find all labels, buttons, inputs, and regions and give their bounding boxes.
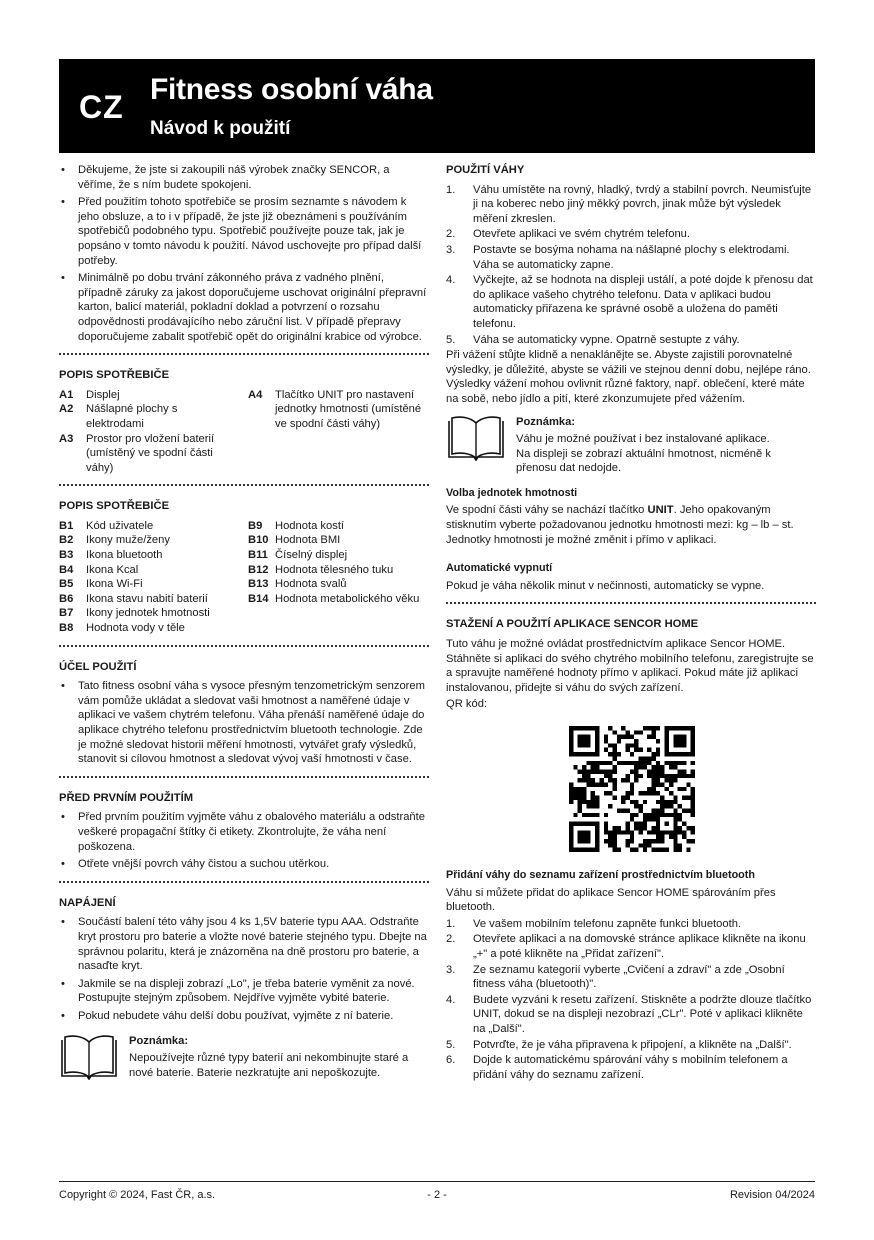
section-title-description-a: POPIS SPOTŘEBIČE: [59, 369, 170, 382]
part-item: B4 Ikona Kcal: [59, 563, 139, 576]
note-box-usage: [446, 415, 816, 476]
app-text: Tuto váhu je možné ovládat prostřednictvím aplikace Sencor HOME. Stáhněte si aplikaci do svého chytrého mobilního telefonu, zaregistrujte se a spravujte naměřené hodnoty přímo v aplikaci. Pokud máte již aplikaci instalovanou, přidejte si váhu do svých zařízení.: [446, 638, 814, 694]
dotted-separator: [446, 602, 816, 604]
part-item: B6 Ikona stavu nabití baterií: [59, 592, 208, 605]
right-column: [446, 163, 816, 1083]
part-item: B12 Hodnota tělesného tuku: [248, 563, 394, 576]
intro-item: • Před použitím tohoto spotřebiče se prosím seznamte s návodem k jeho obsluze, a to i v případě, že jste již obeznámeni s používáním spotřebičů podobného typu. Spotřebič používejte pouze tak, jak je popsáno v tomto návodu k použití. Návod uschovejte pro případ další potřeby.: [59, 195, 429, 268]
dotted-separator: [59, 353, 429, 355]
usage-step: 5. Váha se automaticky vypne. Opatrně sestupte z váhy.: [446, 333, 740, 346]
left-column: [59, 163, 429, 1088]
language-code: CZ: [79, 89, 124, 125]
bluetooth-step: 3. Ze seznamu kategorií vyberte „Cvičení a zdraví" a zde „Osobní fitness váha (bluetooth)".: [446, 963, 785, 991]
part-item: B13 Hodnota svalů: [248, 578, 347, 591]
usage-step: 2. Otevřete aplikaci ve svém chytrém telefonu.: [446, 228, 691, 241]
open-book-icon: [59, 1034, 119, 1080]
power-list: [59, 915, 429, 1023]
page-subtitle: Návod k použití: [150, 118, 291, 139]
part-item: A4 Tlačítko UNIT pro nastavení jednotky hmotnosti (umístěné ve spodní části váhy): [248, 388, 422, 430]
part-item: B3 Ikona bluetooth: [59, 549, 163, 562]
part-item: B1 Kód uživatele: [59, 519, 154, 532]
dotted-separator: [59, 484, 429, 486]
subsection-title-units: Volba jednotek hmotnosti: [446, 486, 578, 499]
footer-revision: Revision 04/2024: [729, 1189, 815, 1201]
bluetooth-intro: Váhu si můžete přidat do aplikace Sencor HOME spárováním přes bluetooth.: [446, 886, 776, 914]
units-text: Ve spodní části váhy se nachází tlačítko UNIT. Jeho opakovaným stisknutím vyberte požadovanou jednotku hmotnosti mezi: kg – lb – st. Jednotky hmotnosti je možné změnit i přímo v aplikaci.: [446, 504, 794, 546]
qr-label: QR kód:: [446, 698, 488, 711]
first-use-item: • Před prvním použitím vyjměte váhu z obalového materiálu a odstraňte veškeré propagační štítky či etikety. Zkontrolujte, že váha není poškozena.: [59, 810, 429, 854]
usage-step: 4. Vyčkejte, až se hodnota na displeji ustálí, a poté dojde k přenosu dat do aplikace vašeho chytrého telefonu. Data v aplikaci budou automaticky přiřazena ke správné osobě a uložena do paměti telefonu.: [446, 274, 813, 330]
power-item: • Pokud nebudete váhu delší dobu používat, vyjměte z ní baterie.: [59, 1009, 429, 1024]
page-title: Fitness osobní váha: [150, 73, 433, 106]
qr-code-graphic: [569, 726, 695, 852]
dotted-separator: [59, 776, 429, 778]
intro-item: • Děkujeme, že jste si zakoupili náš výrobek značky SENCOR, a věříme, že s ním budete spokojeni.: [59, 163, 429, 192]
bluetooth-step: 1. Ve vašem mobilním telefonu zapněte funkci bluetooth.: [446, 917, 742, 930]
bluetooth-step: 4. Budete vyzváni k resetu zařízení. Stiskněte a podržte dlouze tlačítko UNIT, dokud se na displeji nezobrazí „CLr". Poté v aplikaci klikněte na „Další".: [446, 993, 812, 1035]
parts-list-a: [59, 388, 429, 476]
dotted-separator: [59, 645, 429, 647]
section-title-app: STAŽENÍ A POUŽITÍ APLIKACE SENCOR HOME: [446, 618, 699, 631]
bluetooth-step: 6. Dojde k automatickému spárování váhy s mobilním telefonem a přidání váhy do seznamu zařízení.: [446, 1054, 788, 1081]
note-title: Poznámka:: [516, 415, 576, 428]
section-title-description-b: POPIS SPOTŘEBIČE: [59, 500, 170, 513]
intro-item: • Minimálně po dobu trvání zákonného práva z vadného plnění, případně záruky za jakost doporučujeme uschovat originální přepravní karton, balicí materiál, pokladní doklad a potvrzení o rozsahu odpovědnosti prodávajícího nebo záruční list. V případě přepravy doporučujeme zabalit spotřebič opět do originální krabice od výrobce.: [59, 271, 429, 344]
subsection-title-bluetooth: Přidání váhy do seznamu zařízení prostřednictvím bluetooth: [446, 869, 755, 881]
note-text: Váhu je možné používat i bez instalované aplikace. Na displeji se zobrazí aktuální hmotnost, nicméně k přenosu dat nedojde.: [516, 433, 771, 475]
bluetooth-step: 2. Otevřete aplikaci a na domovské stránce aplikace klikněte na ikonu „+" a poté klikněte na „Přidat zařízení".: [446, 933, 806, 960]
note-box-power: [59, 1034, 429, 1081]
bluetooth-step: 5. Potvrďte, že je váha připravena k připojení, a klikněte na „Další".: [446, 1038, 792, 1051]
purpose-list: [59, 679, 429, 767]
intro-list: [59, 163, 429, 344]
purpose-item: • Tato fitness osobní váha s vysoce přesným tenzometrickým senzorem vám pomůže ukládat a sledovat vaši hmotnost a naměřené údaje v aplikaci ve vašem chytrém telefonu. Váha přenáší naměřené údaje do aplikace chytrého telefonu prostřednictvím bluetooth technologie. Zde je možné sledovat historii měření hmotnosti, vytvářet grafy výsledků, stanovit si cílovou hmotnost a sledovat vývoj vaší hmotnosti v čase.: [59, 679, 429, 767]
parts-list-b: [59, 519, 429, 636]
footer-divider: [59, 1181, 815, 1182]
part-item: B8 Hodnota vody v těle: [59, 622, 185, 635]
open-book-icon: [446, 415, 506, 461]
dotted-separator: [59, 881, 429, 883]
page-header: [59, 59, 815, 153]
note-title: Poznámka:: [129, 1034, 189, 1047]
part-item: B5 Ikona Wi-Fi: [59, 578, 143, 591]
note-text: Nepoužívejte různé typy baterií ani nekombinujte staré a nové baterie. Baterie nezkratujte ani nepoškozujte.: [129, 1052, 409, 1079]
power-item: • Jakmile se na displeji zobrazí „Lo", je třeba baterie vyměnit za nové. Postupujte stejným způsobem. Nejdříve vyjměte vybité baterie.: [59, 977, 429, 1006]
part-item: B7 Ikony jednotek hmotnosti: [59, 607, 210, 620]
first-use-list: [59, 810, 429, 871]
first-use-item: • Otřete vnější povrch váhy čistou a suchou utěrkou.: [59, 857, 429, 872]
section-title-power: NAPÁJENÍ: [59, 896, 116, 909]
auto-off-text: Pokud je váha několik minut v nečinnosti, automaticky se vypne.: [446, 579, 765, 592]
part-item: B11 Číselný displej: [248, 549, 348, 562]
qr-code: [569, 726, 695, 852]
subsection-title-auto-off: Automatické vypnutí: [446, 562, 553, 575]
part-item: B2 Ikony muže/ženy: [59, 534, 170, 547]
section-title-purpose: ÚČEL POUŽITÍ: [59, 660, 137, 673]
bluetooth-steps: [446, 917, 816, 1083]
part-item: B10 Hodnota BMI: [248, 534, 341, 547]
part-item: A1 Displej: [59, 388, 120, 401]
usage-step: 1. Váhu umístěte na rovný, hladký, tvrdý a stabilní povrch. Neumisťujte ji na koberec nebo jiný měkký povrch, jinak může být výsledek měření zkreslen.: [446, 183, 812, 225]
section-title-usage: POUŽITÍ VÁHY: [446, 164, 525, 176]
part-item: A3 Prostor pro vložení baterií (umístěný ve spodní části váhy): [59, 432, 215, 474]
usage-step: 3. Postavte se bosýma nohama na nášlapné plochy s elektrodami. Váha se automaticky zapne.: [446, 243, 790, 271]
usage-after-text: Při vážení stůjte klidně a nenaklánějte se. Abyste zajistili porovnatelné výsledky, je důležité, abyste se vážili ve stejnou denní dobu, nejlépe ráno. Výsledky vážení mohou ovlivnit různé faktory, např. oblečení, které máte na sobě, nebo jídlo a pití, které zkonzumujete před vážením.: [446, 349, 811, 405]
part-item: A2 Nášlapné plochy s elektrodami: [59, 403, 178, 430]
footer-copyright: Copyright © 2024, Fast ČR, a.s.: [59, 1189, 216, 1201]
part-item: B14 Hodnota metabolického věku: [248, 592, 420, 605]
usage-steps: [446, 183, 816, 348]
section-title-first-use: PŘED PRVNÍM POUŽITÍM: [59, 791, 194, 804]
footer-page-number: - 2 -: [427, 1189, 447, 1201]
part-item: B9 Hodnota kostí: [248, 519, 345, 532]
power-item: • Součástí balení této váhy jsou 4 ks 1,5V baterie typu AAA. Odstraňte kryt prostoru pro baterie a vložte nové baterie stejného typu. Dbejte na správnou polaritu, která je znázorněna na dně prostoru pro baterie, a nasaďte kryt.: [59, 915, 429, 973]
